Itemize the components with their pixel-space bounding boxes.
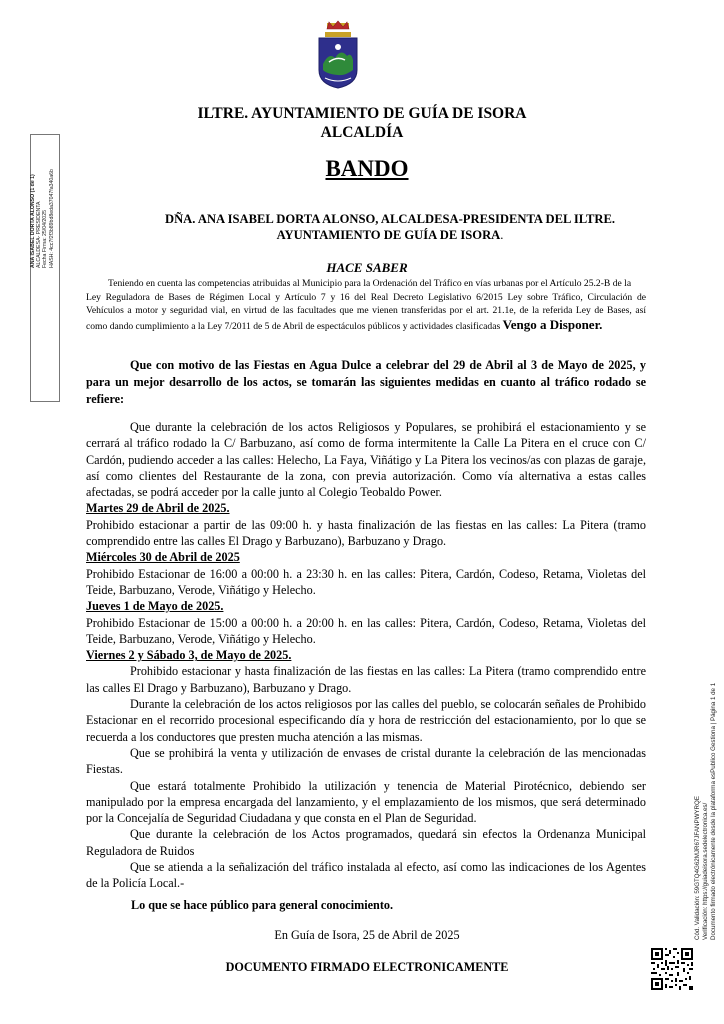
day-text-4: Prohibido estacionar y hasta finalización de las fiestas en las calles: La Pitera (tramo comprendido entre las calles El Drago y Barbuzano), Barbuzano y Drago. <box>86 664 646 695</box>
signer-role: ALCALDESA- PRESIDENTA <box>36 201 43 268</box>
closing-statement: Lo que se hace público para general conocimiento. <box>131 898 394 912</box>
mayor-block <box>130 211 650 243</box>
document-title: BANDO <box>325 156 409 181</box>
preamble-line-3: Vehículos a motor y seguridad vial, en virtud de las facultades que me vienen transferidas por el art. 21.1e, de la referida Ley de Bases, así <box>86 305 646 316</box>
paragraph-noise: Que durante la celebración de los Actos programados, quedará sin efectos la Ordenanza Municipal Reguladora de Ruidos <box>86 827 646 858</box>
preamble-line-2: Ley Reguladora de Bases de Régimen Local y Artículo 7 y 16 del Real Decreto Legislativo 6/2015 Ley sobre Tráfico, Circulación de <box>86 291 646 303</box>
platform-notice: Documento firmado electrónicamente desde la plataforma esPublico Gestiona | Página 1 de 1 <box>710 682 717 940</box>
signed-notice: DOCUMENTO FIRMADO ELECTRONICAMENTE <box>225 960 509 974</box>
coat-of-arms-icon <box>315 20 361 90</box>
day-heading-2: Miércoles 30 de Abril de 2025 <box>86 550 240 565</box>
preamble <box>86 277 646 333</box>
signature-date: Fecha Firma: 25/04/2025 <box>42 210 49 268</box>
date-line: En Guía de Isora, 25 de Abril de 2025 <box>274 928 460 942</box>
day-heading-4: Viernes 2 y Sábado 3, de Mayo de 2025. <box>86 648 292 663</box>
signer-name: ANA ISABEL DORTA ALONSO (1 de 1) <box>30 174 36 268</box>
day-text-2: Prohibido Estacionar de 16:00 a 00:00 h. a 23:30 h. en las calles: Pitera, Cardón, Codeso, Retama, Violetas del Teide, Barbuzano, Verode, Viñátigo y Helecho. <box>86 566 646 597</box>
mayor-line-1: DÑA. ANA ISABEL DORTA ALONSO, ALCALDESA-PRESIDENTA DEL ILTRE. <box>164 212 616 226</box>
day-text-1: Prohibido estacionar a partir de las 09:00 h. y hasta finalización de las fiestas en las calles: La Pitera (tramo comprendido entre las calles El Drago y Barbuzano), Barbuzano y Drago. <box>86 517 646 549</box>
verification-url[interactable]: Verificación: https://guiadeisora.sedelectronica.es/ <box>702 802 709 940</box>
paragraph-closures: Que durante la celebración de los actos Religiosos y Populares, se prohibirá el estacionamiento y se cerrará al tráfico rodado la C/ Barbuzano, así como de forma intermitente la Calle La Pitera en el cruce con C/ Cardón, pudiendo acceder a las calles: Helecho, La Faya, Viñátigo y La Pitera los vecinos/as con plazas de garaje, así como clientes del Restaurante de la zona, con previa autorización. Como vía alternativa a estas calles afectadas, se podrá acceder por la calle junto al Colegio Teobaldo Power. <box>86 420 646 500</box>
paragraph-signage: Que se atienda a la señalización del tráfico instalada al efecto, así como las indicaciones de los Agentes de la Policía Local.- <box>86 860 646 891</box>
mayor-line-2: AYUNTAMIENTO DE GUÍA DE ISORA. <box>276 228 504 242</box>
validation-code: Cód. Validación: 59GTQ4G62MJR67JFANPWYRQE <box>694 796 701 940</box>
day-text-3: Prohibido Estacionar de 15:00 a 00:00 h. a 20:00 h. en las calles: Pitera, Cardón, Codeso, Retama, Violetas del Teide, Barbuzano, Verode, Viñátigo y Helecho. <box>86 615 646 646</box>
document-body <box>86 419 646 892</box>
paragraph-glass: Que se prohibirá la venta y utilización de envases de cristal durante la celebración de las mencionadas Fiestas. <box>86 745 646 777</box>
institution-name: ILTRE. AYUNTAMIENTO DE GUÍA DE ISORA <box>197 105 527 122</box>
paragraph-procession: Durante la celebración de los actos religiosos por las calles del pueblo, se colocarán señales de Prohibido Estacionar en el recorrido procesional especificando día y hora de restricción del estacionamiento, por lo que se recuerda a los conductores que presten mucha atención a las mismas. <box>86 697 646 744</box>
day-heading-3: Jueves 1 de Mayo de 2025. <box>86 599 224 614</box>
signature-hash: HASH: 4cc7f2f3b89bd8eda37047fa340a6b <box>48 169 55 268</box>
qr-code-icon <box>650 947 694 991</box>
preamble-line-4: como dando cumplimiento a la Ley 7/2011 de 5 de Abril de espectáculos públicos y actividades clasificadas Vengo a Disponer. <box>86 316 603 332</box>
paragraph-pyrotechnics: Que estará totalmente Prohibido la utilización y tenencia de Material Pirotécnico, debiendo ser manipulado por la empresa encargada del lanzamiento, y el emplazamiento de los mismos, que será determinado por la Concejalía de Seguridad Ciudadana y que consta en el Plan de Seguridad. <box>86 778 646 826</box>
vengo-a-disponer: Vengo a Disponer. <box>502 316 603 332</box>
hace-saber-heading: HACE SABER <box>326 260 408 275</box>
intro-paragraph: Que con motivo de las Fiestas en Agua Dulce a celebrar del 29 de Abril al 3 de Mayo de 2025, y para un mejor desarrollo de los actos, se tomarán las siguientes medidas en cuanto al tráfico rodado se refiere: <box>86 358 646 406</box>
department-name: ALCALDÍA <box>320 124 404 141</box>
preamble-line-1: Teniendo en cuenta las competencias atribuidas al Municipio para la Ordenación del Tráfico en vías urbanas por el Artículo 25.2-B de la <box>108 278 632 289</box>
institution-header <box>0 104 724 142</box>
day-heading-1: Martes 29 de Abril de 2025. <box>86 501 230 516</box>
